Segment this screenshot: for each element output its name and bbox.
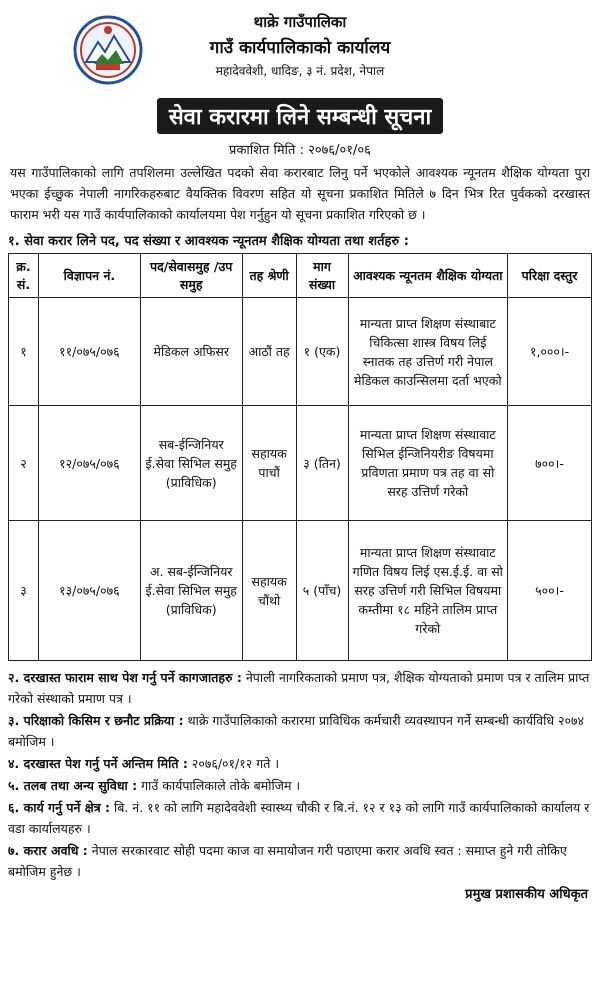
cell-sn: २ (9, 406, 39, 521)
vacancy-table (8, 253, 592, 661)
header-level: तह श्रेणी (242, 254, 296, 298)
cell-ad-no: १२/०७५/०७६ (38, 406, 140, 521)
cell-ad-no: ११/०७५/०७६ (38, 298, 140, 406)
item-label: २. दरखास्त फाराम साथ पेश गर्नु पर्ने कागजातहरु : (8, 670, 242, 685)
header-ad-no: विज्ञापन नं. (38, 254, 140, 298)
cell-qualification: मान्यता प्राप्त शिक्षण संस्थावाट सिभिल ईन्जिनियरीङ विषयमा प्रविणता प्रमाण पत्र तह वा सो सरह उत्तिर्ण गरेको (348, 406, 508, 521)
cell-post: सब-ईन्जिनियर ई.सेवा सिभिल समुह (प्राविधिक) (140, 406, 242, 521)
notice-title: सेवा करारमा लिने सम्बन्धी सूचना (157, 98, 443, 134)
cell-qualification: मान्यता प्राप्त शिक्षण संस्थावाट गणित विषय लिई एस.ई.ई. वा सो सरह उत्तिर्ण गरी सिभिल विषयमा कम्तीमा १८ महिने तालिम प्राप्त गरेको (348, 521, 508, 661)
cell-qualification: मान्यता प्राप्त शिक्षण संस्थाबाट चिकित्सा शास्त्र विषय लिई स्नातक तह उत्तिर्ण गरी नेपाल मेडिकल काउन्सिलमा दर्ता भएको (348, 298, 508, 406)
item-label: ४. दरखास्त पेश गर्नु पर्ने अन्तिम मिति : (8, 756, 188, 771)
header-qualification: आवश्यक न्यूनतम शैक्षिक योग्यता (348, 254, 508, 298)
item-text: २०७६/०१/१२ गते । (187, 756, 280, 771)
banner-wrap (8, 98, 592, 134)
header-sn: क्र. सं. (9, 254, 39, 298)
table-row (9, 406, 592, 521)
cell-fee: ५००।- (508, 521, 592, 661)
header-count: माग संख्या (296, 254, 348, 298)
cell-count: ५ (पाँच) (296, 521, 348, 661)
org-name: थाक्रे गाउँपालिका (253, 13, 347, 31)
section-1-title: १. सेवा करार लिने पद, पद संख्या र आवश्यक न्यूनतम शैक्षिक योग्यता तथा शर्तहरु : (8, 234, 409, 249)
list-item (8, 667, 592, 709)
item-label: ३. परिक्षाको किसिम र छनौट प्रक्रिया : (8, 713, 184, 728)
cell-post: मेडिकल अफिसर (140, 298, 242, 406)
cell-fee: ७००।- (508, 406, 592, 521)
item-text: थाक्रे गाउँपालिकाको करारमा प्राविधिक कर्मचारी व्यवस्थापन गर्ने सम्बन्धी कार्यविधि २०७४ बमोजिम । (8, 713, 585, 749)
item-text: बि. नं. ११ को लागि महादेववेशी स्वास्थ्य चौकी र बि.नं. १२ र १३ को लागि गाउँ कार्यपालिकाको कार्यालय र वडा कार्यालयहरु । (8, 800, 590, 836)
cell-level: आठौं तह (242, 298, 296, 406)
header-post: पद/सेवासमुह /उप समुह (140, 254, 242, 298)
table-row (9, 521, 592, 661)
item-label: ६. कार्य गर्नु पर्ने क्षेत्र : (8, 800, 110, 815)
list-item (8, 797, 592, 839)
header-fee: परिक्षा दस्तुर (508, 254, 592, 298)
intro-paragraph: यस गाउँपालिकाको लागि तपशिलमा उल्लेखित पदको सेवा करारबाट लिनु पर्ने भएकोले आवश्यक न्यूनतम शैक्षिक योग्यता पुरा भएका ईच्छुक नेपाली नागरिकहरुबाट वैयक्तिक विवरण सहित यो सूचना प्रकाशित मितिले ७ दिन भित्र रित पुर्वकको दरखास्त फाराम भरी यस गाउँ कार्यपालिकाको कार्यालयमा पेश गर्नुहुन यो सूचना प्रकाशित गरिएको छ । (10, 165, 590, 222)
header (8, 12, 592, 94)
cell-fee: १,०००।- (508, 298, 592, 406)
emblem-logo-icon (72, 14, 144, 86)
cell-ad-no: १३/०७५/०७६ (38, 521, 140, 661)
list-item (8, 753, 592, 774)
table-row (9, 298, 592, 406)
cell-count: १ (एक) (296, 298, 348, 406)
cell-sn: ३ (9, 521, 39, 661)
item-text: नेपाली नागरिकताको प्रमाण पत्र, शैक्षिक योग्यताको प्रमाण पत्र र तालिम प्राप्त गरेको संस्थाको प्रमाण पत्र । (8, 670, 590, 706)
cell-level: सहायक चौंथो (242, 521, 296, 661)
list-item (8, 840, 592, 882)
cell-post: अ. सब-ईन्जिनियर ई.सेवा सिभिल समुह (प्राविधिक) (140, 521, 242, 661)
table-header-row (9, 254, 592, 298)
item-label: ७. करार अवधि : (8, 843, 88, 858)
cell-sn: १ (9, 298, 39, 406)
item-text: नेपाल सरकारवाट सोही पदमा काज वा समायोजन गरी पठाएमा करार अवधि स्वत : समाप्त हुने गरी तोकिए बमोजिम हुनेछ । (8, 843, 567, 879)
item-label: ५. तलब तथा अन्य सुविधा : (8, 778, 138, 793)
item-text: गाउँ कार्यपालिकाले तोके बमोजिम । (137, 778, 301, 793)
list-item (8, 775, 592, 796)
cell-level: सहायक पाचौं (242, 406, 296, 521)
conditions-list (8, 667, 592, 882)
office-address: महादेववेशी, धादिङ, ३ नं. प्रदेश, नेपाल (215, 64, 385, 78)
list-item (8, 710, 592, 752)
cell-count: ३ (तिन) (296, 406, 348, 521)
published-date: प्रकाशित मिति : २०७६/०१/०६ (229, 143, 371, 158)
signature: प्रमुख प्रशासकीय अधिकृत (465, 887, 588, 902)
office-name: गाउँ कार्यपालिकाको कार्यालय (209, 38, 391, 58)
